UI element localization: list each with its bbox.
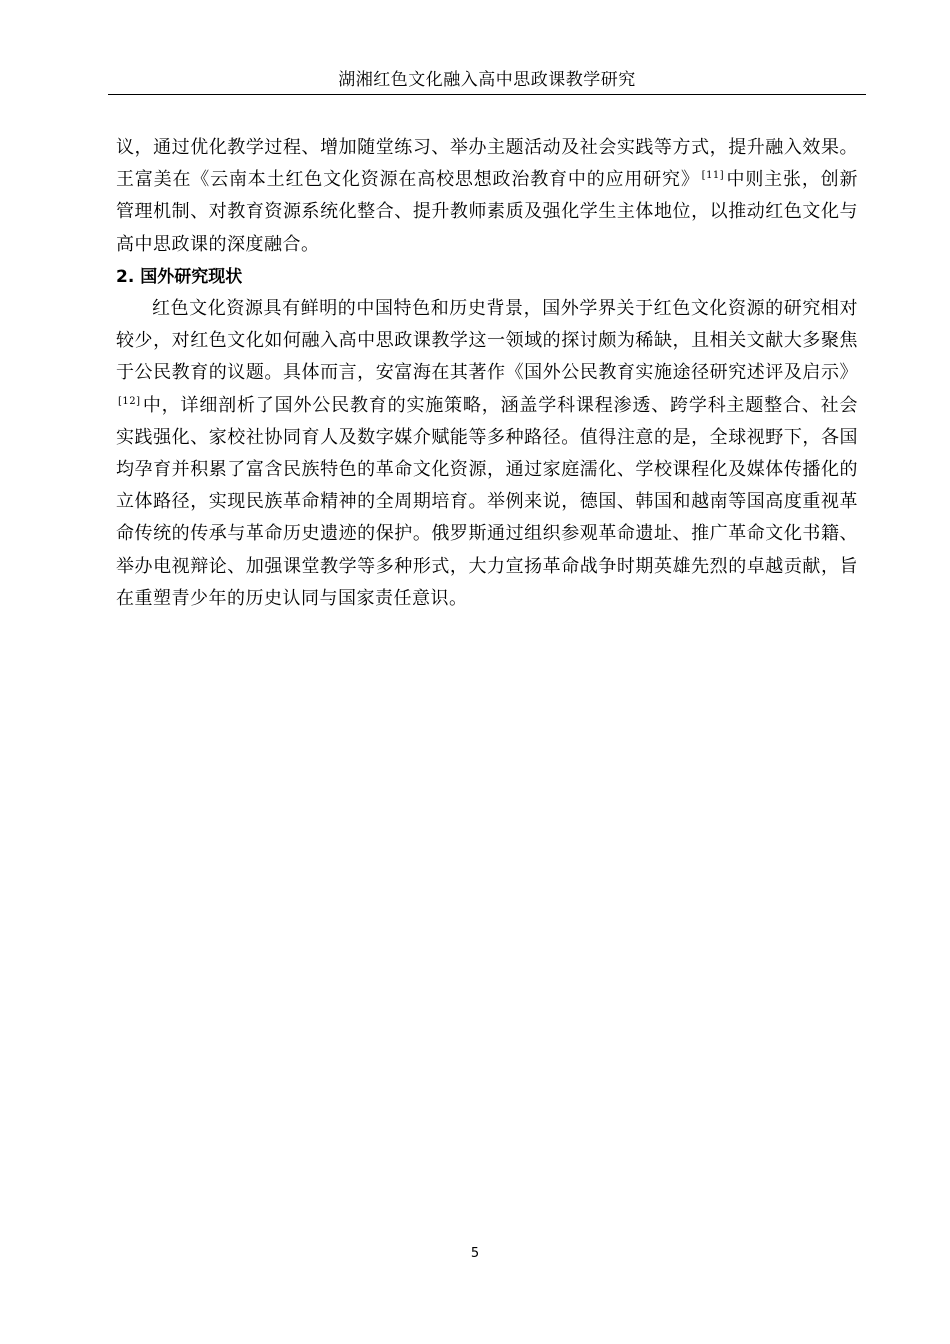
page-header xyxy=(108,66,866,95)
paragraph-domestic-research-continued xyxy=(116,132,858,261)
body-text xyxy=(116,132,858,615)
paragraph-text: 议，通过优化教学过程、增加随堂练习、举办主题活动及社会实践等方式，提升融入效果。王富美在《云南本土红色文化资源在高校思想政治教育中的应用研究》 xyxy=(116,137,858,191)
citation-11: [11] xyxy=(701,170,725,182)
section-heading-foreign-research: 2. 国外研究现状 xyxy=(116,266,243,287)
paragraph-foreign-research xyxy=(116,293,858,615)
paragraph-text: 中，详细剖析了国外公民教育的实施策略，涵盖学科课程渗透、跨学科主题整合、社会实践强化、家校社协同育人及数字媒介赋能等多种路径。值得注意的是，全球视野下，各国均孕育并积累了富含民族特色的革命文化资源，通过家庭濡化、学校课程化及媒体传播化的立体路径，实现民族革命精神的全周期培育。举例来说，德国、韩国和越南等国高度重视革命传统的传承与革命历史遗迹的保护。俄罗斯通过组织参观革命遗址、推广革命文化书籍、举办电视辩论、加强课堂教学等多种形式，大力宣扬革命战争时期英雄先烈的卓越贡献，旨在重塑青少年的历史认同与国家责任意识。 xyxy=(116,394,858,609)
running-title: 湖湘红色文化融入高中思政课教学研究 xyxy=(338,70,636,90)
page-number: 5 xyxy=(470,1246,480,1261)
paragraph-text: 中则主张，创新管理机制、对教育资源系统化整合、提升教师素质及强化学生主体地位，以推动红色文化与高中思政课的深度融合。 xyxy=(116,169,858,255)
paragraph-text: 红色文化资源具有鲜明的中国特色和历史背景，国外学界关于红色文化资源的研究相对较少，对红色文化如何融入高中思政课教学这一领域的探讨颇为稀缺，且相关文献大多聚焦于公民教育的议题。具体而言，安富海在其著作《国外公民教育实施途径研究述评及启示》 xyxy=(116,298,858,384)
citation-12: [12] xyxy=(118,395,141,407)
